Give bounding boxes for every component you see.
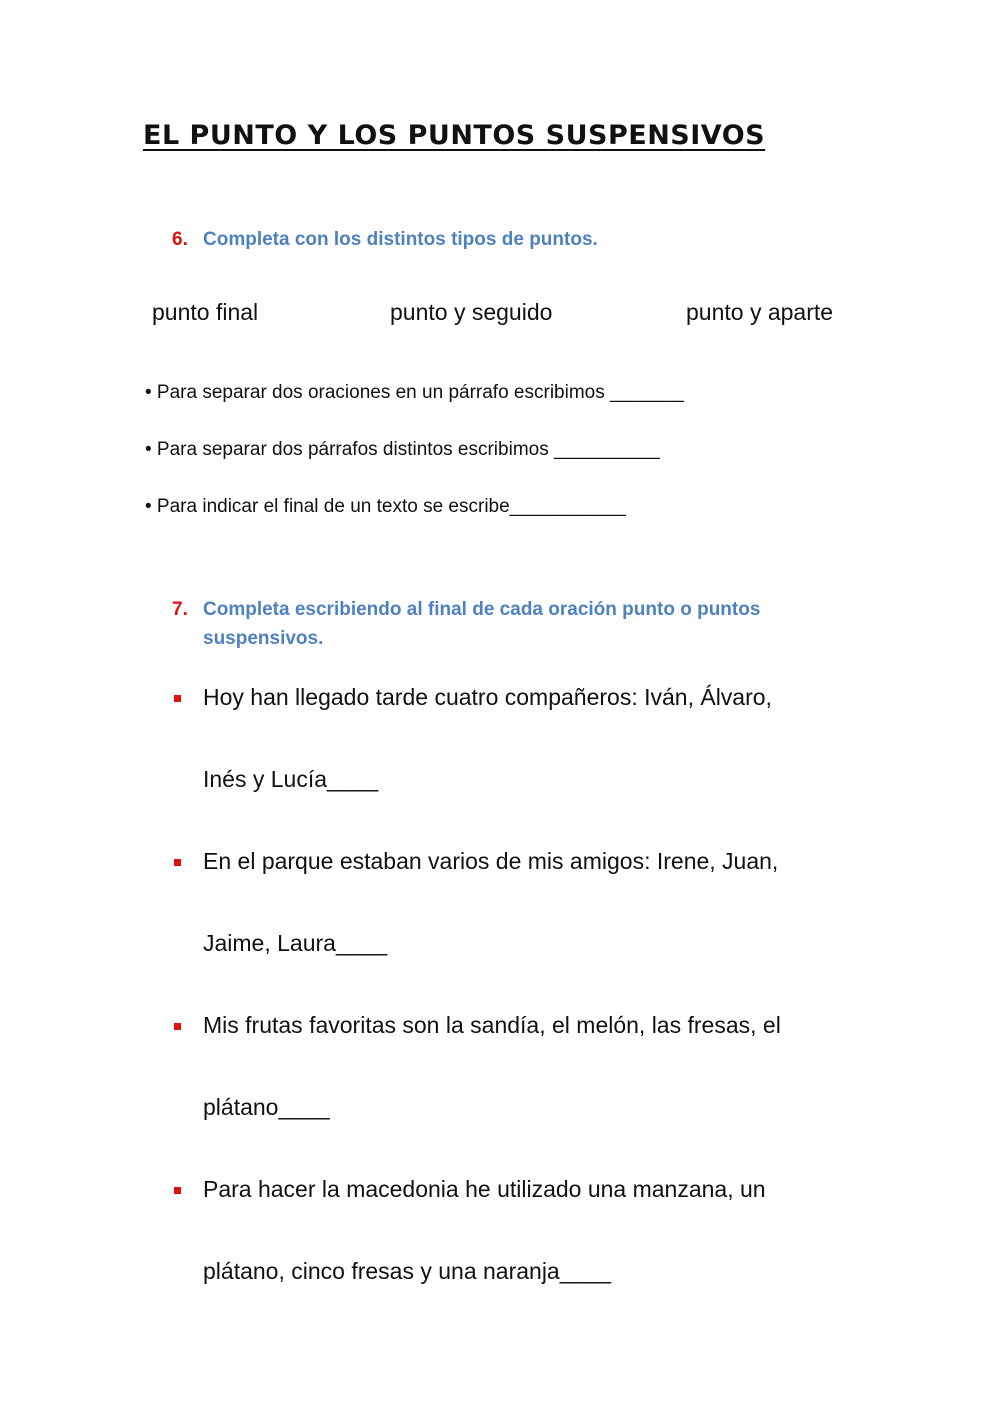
question-7-instruction-line-2: suspensivos. xyxy=(203,628,324,649)
bullet-square-icon xyxy=(174,695,181,702)
sentence-1-line-2: Inés y Lucía____ xyxy=(203,766,379,792)
sentence-3-line-1: Mis frutas favoritas son la sandía, el melón, las fresas, el xyxy=(203,1012,781,1038)
question-6-instruction: Completa con los distintos tipos de puntos. xyxy=(203,229,598,250)
word-bank-punto-y-aparte: punto y aparte xyxy=(686,299,834,325)
bullet-square-icon xyxy=(174,1187,181,1194)
sentence-1-line-1: Hoy han llegado tarde cuatro compañeros: Iván, Álvaro, xyxy=(203,684,772,710)
fill-in-item-2: • Para separar dos párrafos distintos escribimos __________ xyxy=(145,439,660,460)
sentence-4-line-2: plátano, cinco fresas y una naranja____ xyxy=(203,1258,611,1284)
bullet-square-icon xyxy=(174,1023,181,1030)
fill-in-item-3: • Para indicar el final de un texto se escribe___________ xyxy=(145,496,626,517)
sentence-3-line-2: plátano____ xyxy=(203,1094,330,1120)
bullet-square-icon xyxy=(174,859,181,866)
word-bank-punto-y-seguido: punto y seguido xyxy=(390,299,553,325)
question-6-number: 6. xyxy=(172,229,188,250)
question-7-instruction-line-1: Completa escribiendo al final de cada oración punto o puntos xyxy=(203,599,761,620)
fill-in-item-1: • Para separar dos oraciones en un párrafo escribimos _______ xyxy=(145,382,684,403)
sentence-2-line-1: En el parque estaban varios de mis amigos: Irene, Juan, xyxy=(203,848,779,874)
sentence-4-line-1: Para hacer la macedonia he utilizado una manzana, un xyxy=(203,1176,766,1202)
question-7-number: 7. xyxy=(172,599,188,620)
sentence-2-line-2: Jaime, Laura____ xyxy=(203,930,388,956)
page-title: EL PUNTO Y LOS PUNTOS SUSPENSIVOS xyxy=(143,120,766,151)
word-bank-punto-final: punto final xyxy=(152,299,259,325)
